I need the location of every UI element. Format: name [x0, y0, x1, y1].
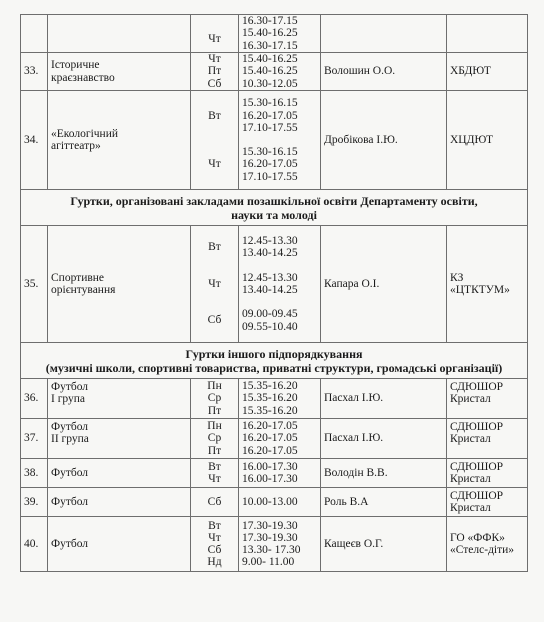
- row-number: 40.: [21, 517, 48, 572]
- row-number: 36.: [21, 379, 48, 419]
- table-row: [21, 226, 528, 343]
- club-name: Футбол II група: [48, 419, 191, 459]
- teacher-name: Волошин О.О.: [321, 53, 447, 91]
- table-row: [21, 517, 528, 572]
- organization: [447, 15, 528, 53]
- section-header-row: [21, 190, 528, 226]
- day-cell: Вт Чт Сб Нд: [191, 517, 239, 572]
- day-cell: Сб: [191, 488, 239, 517]
- club-name: Футбол: [48, 517, 191, 572]
- row-number: 39.: [21, 488, 48, 517]
- row-number: 37.: [21, 419, 48, 459]
- club-name: Спортивне орієнтування: [48, 226, 191, 343]
- club-name: Футбол: [48, 459, 191, 488]
- organization: ГО «ФФК» «Стелс-діти»: [447, 517, 528, 572]
- day-cell: Чт Пт Сб: [191, 53, 239, 91]
- row-number: 38.: [21, 459, 48, 488]
- day-cell: Чт: [191, 15, 239, 53]
- time-cell: 10.00-13.00: [239, 488, 321, 517]
- time-cell: 16.30-17.15 15.40-16.25 16.30-17.15: [239, 15, 321, 53]
- table-row: [21, 488, 528, 517]
- club-name: «Екологічний агіттеатр»: [48, 91, 191, 190]
- time-cell: 15.30-16.15 16.20-17.05 17.10-17.55 15.30-16.15 16.20-17.05 17.10-17.55: [239, 91, 321, 190]
- schedule-table: [20, 14, 528, 572]
- organization: СДЮШОР Кристал: [447, 459, 528, 488]
- club-name: Футбол I група: [48, 379, 191, 419]
- organization: СДЮШОР Кристал: [447, 488, 528, 517]
- organization: ХБДЮТ: [447, 53, 528, 91]
- day-cell: Вт Чт: [191, 459, 239, 488]
- teacher-name: Володін В.В.: [321, 459, 447, 488]
- time-cell: 17.30-19.30 17.30-19.30 13.30- 17.30 9.00- 11.00: [239, 517, 321, 572]
- table-row: [21, 379, 528, 419]
- time-cell: 15.40-16.25 15.40-16.25 10.30-12.05: [239, 53, 321, 91]
- table-row: [21, 419, 528, 459]
- teacher-name: Роль В.А: [321, 488, 447, 517]
- table-row: [21, 53, 528, 91]
- teacher-name: Кащеєв О.Г.: [321, 517, 447, 572]
- club-name: Історичне краєзнавство: [48, 53, 191, 91]
- teacher-name: [321, 15, 447, 53]
- teacher-name: Пасхал І.Ю.: [321, 419, 447, 459]
- day-cell: Вт Чт Сб: [191, 226, 239, 343]
- row-number: [21, 15, 48, 53]
- table-row: [21, 459, 528, 488]
- section-header-row: [21, 343, 528, 379]
- time-cell: 16.20-17.05 16.20-17.05 16.20-17.05: [239, 419, 321, 459]
- organization: ХЦДЮТ: [447, 91, 528, 190]
- row-number: 33.: [21, 53, 48, 91]
- organization: КЗ «ЦТКТУМ»: [447, 226, 528, 343]
- day-cell: Пн Ср Пт: [191, 379, 239, 419]
- table-row: [21, 91, 528, 190]
- teacher-name: Капара О.І.: [321, 226, 447, 343]
- day-cell: Пн Ср Пт: [191, 419, 239, 459]
- organization: СДЮШОР Кристал: [447, 379, 528, 419]
- teacher-name: Пасхал І.Ю.: [321, 379, 447, 419]
- table-row: [21, 15, 528, 53]
- day-cell: Вт Чт: [191, 91, 239, 190]
- teacher-name: Дробікова І.Ю.: [321, 91, 447, 190]
- club-name: [48, 15, 191, 53]
- club-name: Футбол: [48, 488, 191, 517]
- section-heading: Гуртки іншого підпорядкування (музичні школи, спортивні товариства, приватні структури, громадські організації): [21, 343, 528, 379]
- time-cell: 12.45-13.30 13.40-14.25 12.45-13.30 13.40-14.25 09.00-09.45 09.55-10.40: [239, 226, 321, 343]
- time-cell: 16.00-17.30 16.00-17.30: [239, 459, 321, 488]
- time-cell: 15.35-16.20 15.35-16.20 15.35-16.20: [239, 379, 321, 419]
- row-number: 34.: [21, 91, 48, 190]
- organization: СДЮШОР Кристал: [447, 419, 528, 459]
- section-heading: Гуртки, організовані закладами позашкільної освіти Департаменту освіти, науки та молоді: [21, 190, 528, 226]
- row-number: 35.: [21, 226, 48, 343]
